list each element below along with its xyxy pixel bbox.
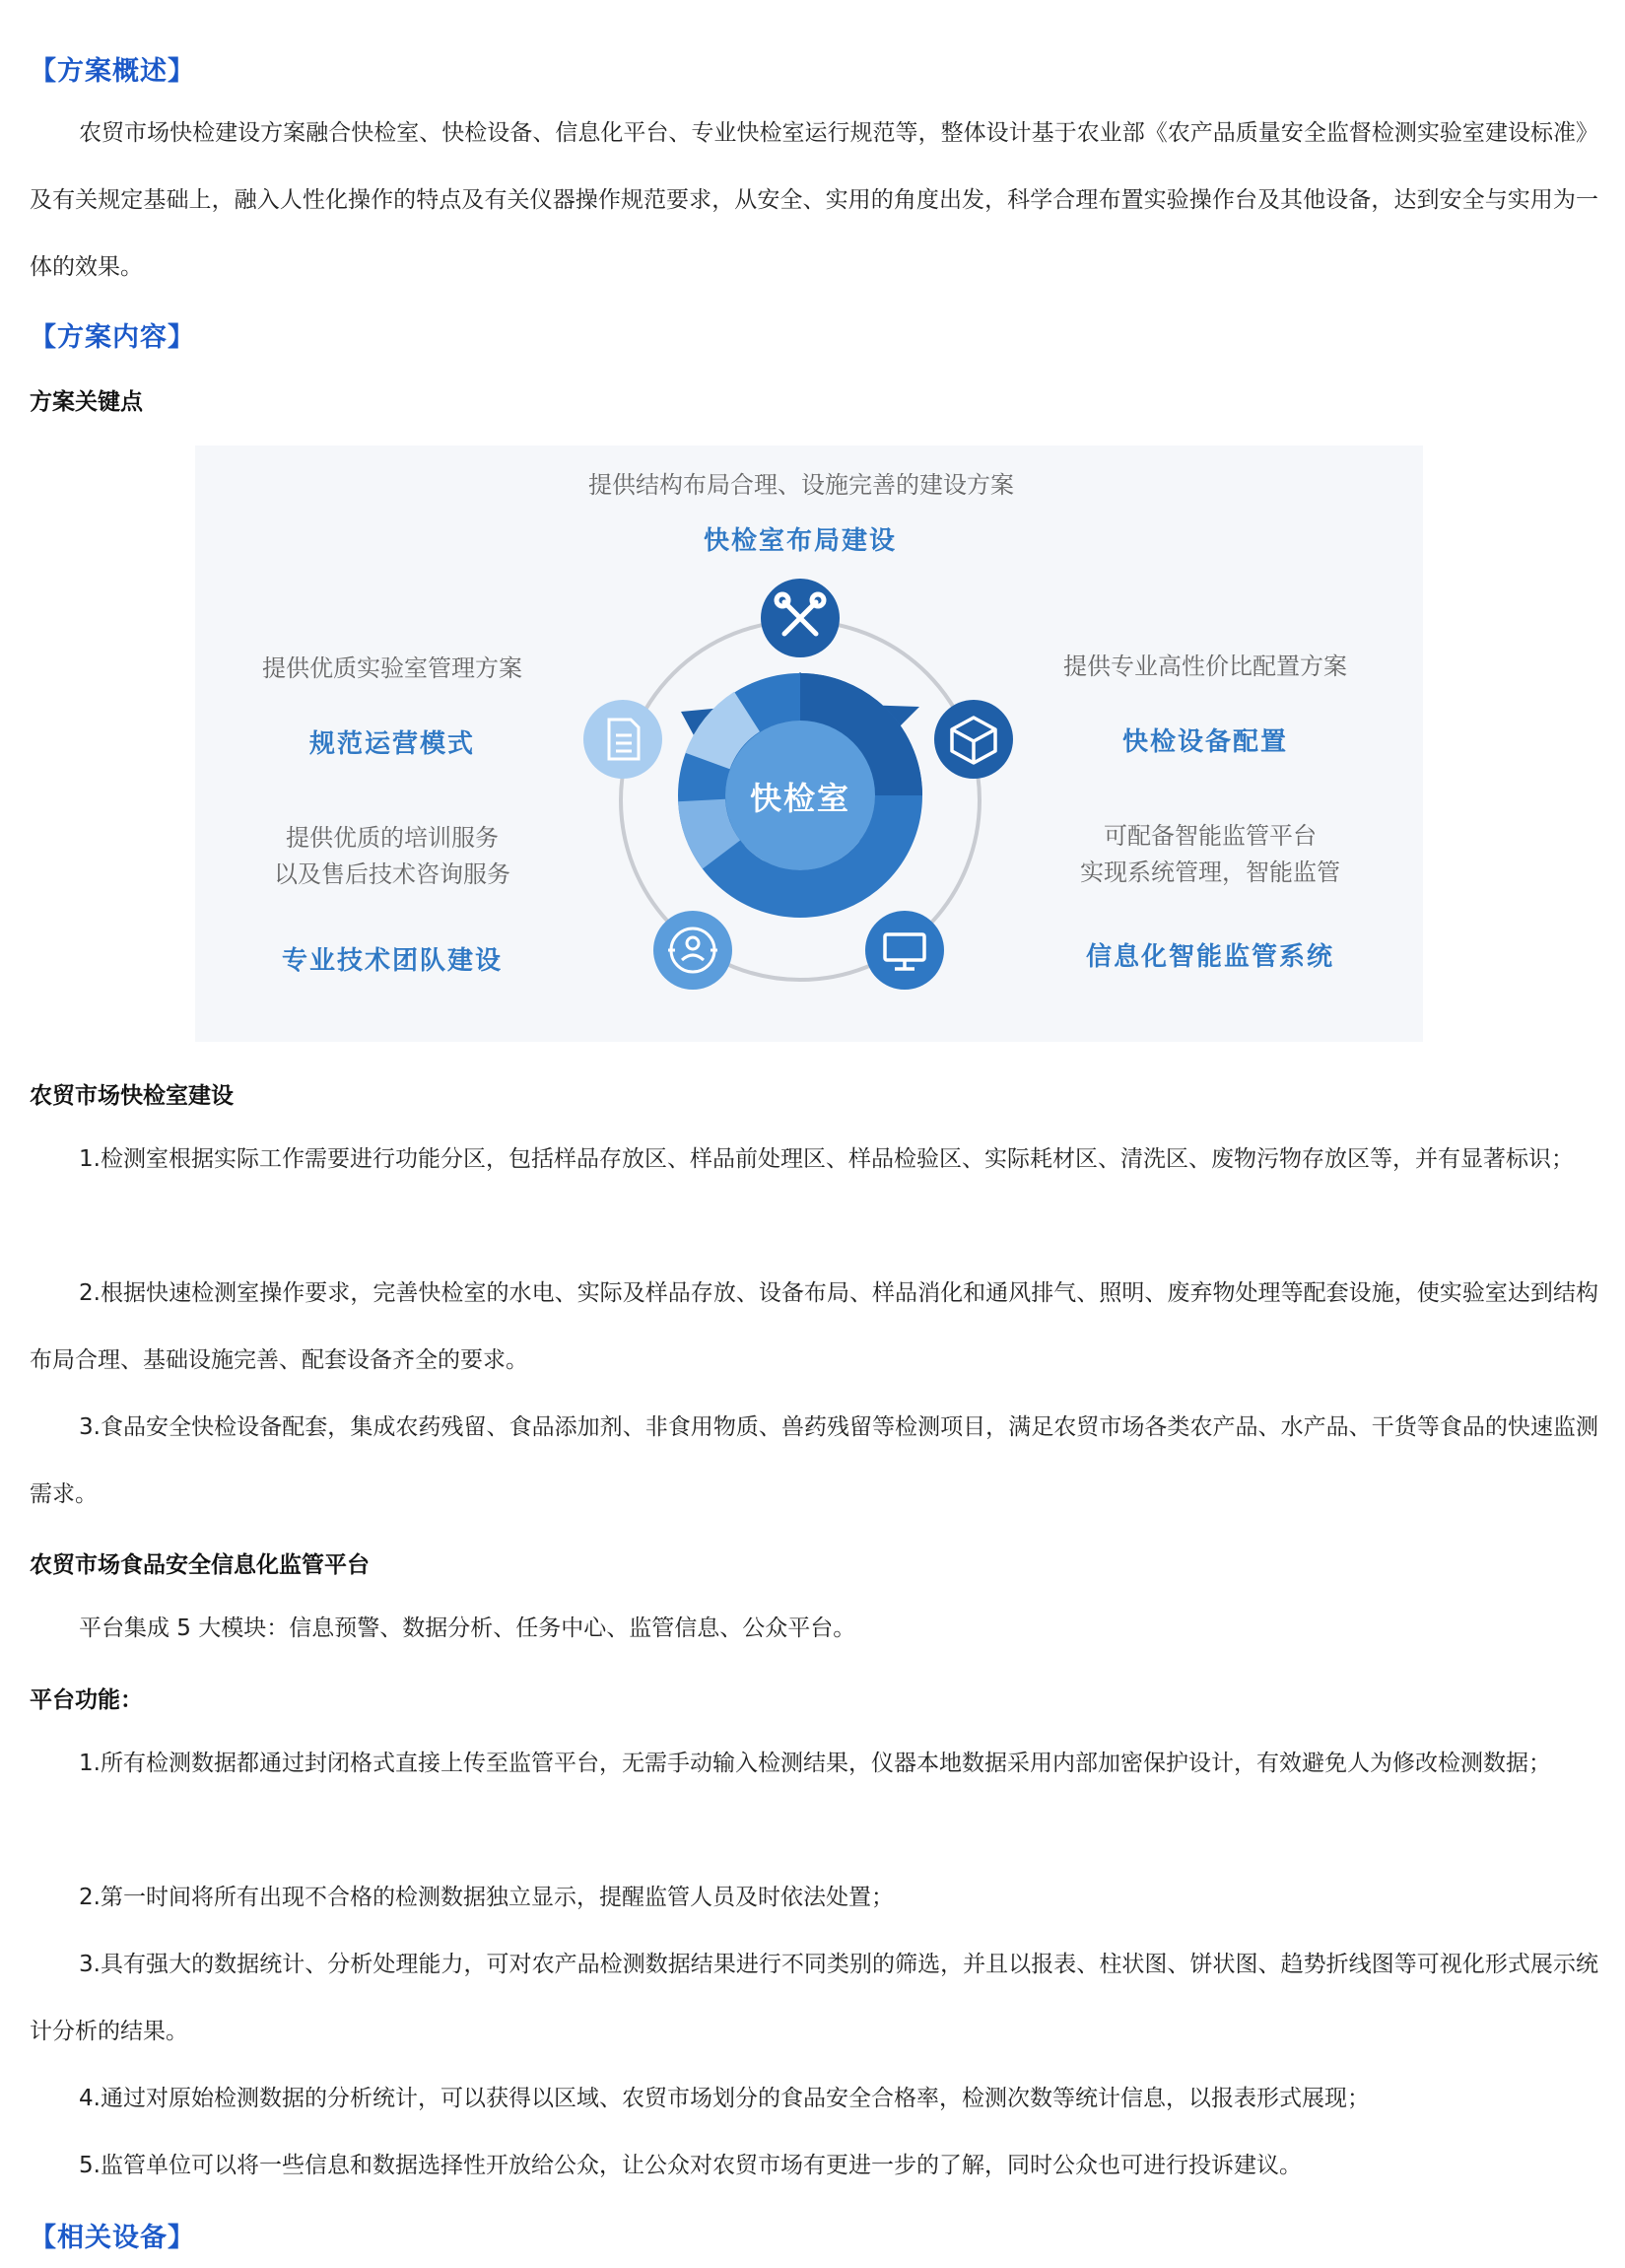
construction-item-3 (30, 1394, 1598, 1528)
left-label: 规范运营模式 (308, 729, 475, 759)
section-title-overview: 【方案概述】 (30, 56, 195, 87)
right-description: 提供专业高性价比配置方案 (1063, 653, 1347, 680)
construction-item-3-text: 3.食品安全快检设备配套，集成农药残留、食品添加剂、非食用物质、兽药残留等检测项目，满足农贸市场各类农产品、水产品、干货等食品的快速监测需求。 (30, 1414, 1598, 1507)
node-bottom-right (865, 911, 944, 990)
top-description: 提供结构布局合理、设施完善的建设方案 (588, 471, 1014, 499)
section-title-content: 【方案内容】 (30, 322, 195, 353)
platform-intro (30, 1595, 1598, 1662)
section-title-equipment: 【相关设备】 (30, 2223, 195, 2253)
bottom-left-description-1: 提供优质的培训服务 (286, 824, 499, 852)
top-label: 快检室布局建设 (703, 526, 897, 556)
right-label: 快检设备配置 (1121, 727, 1288, 757)
platform-title: 农贸市场食品安全信息化监管平台 (30, 1552, 370, 1578)
node-left (583, 700, 662, 779)
construction-item-2 (30, 1260, 1598, 1394)
construction-title: 农贸市场快检室建设 (30, 1083, 234, 1109)
platform-function-3-text: 3.具有强大的数据统计、分析处理能力，可对农产品检测数据结果进行不同类别的筛选，并且以报表、柱状图、饼状图、趋势折线图等可视化形式展示统计分析的结果。 (30, 1952, 1598, 2044)
key-points-title: 方案关键点 (30, 389, 143, 415)
bottom-right-description-1: 可配备智能监管平台 (1104, 822, 1317, 850)
node-right (934, 700, 1013, 779)
platform-function-2 (30, 1864, 1598, 1931)
platform-function-4 (30, 2065, 1598, 2132)
platform-function-4-text: 4.通过对原始检测数据的分析统计，可以获得以区域、农贸市场划分的食品安全合格率，检测次数等统计信息，以报表形式展现； (79, 2086, 1370, 2111)
platform-intro-text: 平台集成 5 大模块：信息预警、数据分析、任务中心、监管信息、公众平台。 (79, 1615, 856, 1641)
ring-segment-bottom-left (702, 800, 721, 855)
platform-functions-title: 平台功能： (30, 1687, 143, 1713)
bottom-left-label: 专业技术团队建设 (281, 946, 503, 976)
platform-function-5 (30, 2132, 1598, 2199)
platform-function-2-text: 2.第一时间将所有出现不合格的检测数据独立显示，提醒监管人员及时依法处置； (79, 1885, 894, 1910)
overview-text: 农贸市场快检建设方案融合快检室、快检设备、信息化平台、专业快检室运行规范等，整体设计基于农业部《农产品质量安全监督检测实验室建设标准》及有关规定基础上，融入人性化操作的特点及有关仪器操作规范要求，从安全、实用的角度出发，科学合理布置实验操作台及其他设备，达到安全与实用为一体的效果。 (30, 120, 1598, 280)
key-points-diagram (195, 446, 1423, 1042)
platform-function-1 (30, 1730, 1598, 1797)
platform-function-3 (30, 1931, 1598, 2065)
diagram-center-label: 快检室 (749, 780, 850, 817)
bottom-left-description-2: 以及售后技术咨询服务 (274, 860, 510, 888)
platform-function-5-text: 5.监管单位可以将一些信息和数据选择性开放给公众，让公众对农贸市场有更进一步的了解，同时公众也可进行投诉建议。 (79, 2153, 1302, 2178)
bottom-right-label: 信息化智能监管系统 (1085, 942, 1334, 972)
platform-function-1-text: 1.所有检测数据都通过封闭格式直接上传至监管平台，无需手动输入检测结果，仪器本地数据采用内部加密保护设计，有效避免人为修改检测数据； (79, 1751, 1551, 1776)
overview-paragraph (30, 100, 1598, 301)
construction-item-2-text: 2.根据快速检测室操作要求，完善快检室的水电、实际及样品存放、设备布局、样品消化和通风排气、照明、废弃物处理等配套设施，使实验室达到结构布局合理、基础设施完善、配套设备齐全的要求。 (30, 1280, 1598, 1373)
construction-item-1-text: 1.检测室根据实际工作需要进行功能分区，包括样品存放区、样品前处理区、样品检验区、实际耗材区、清洗区、废物污物存放区等，并有显著标识； (79, 1146, 1574, 1172)
bottom-right-description-2: 实现系统管理，智能监管 (1080, 859, 1340, 886)
left-description: 提供优质实验室管理方案 (262, 654, 522, 682)
construction-item-1 (30, 1126, 1598, 1193)
